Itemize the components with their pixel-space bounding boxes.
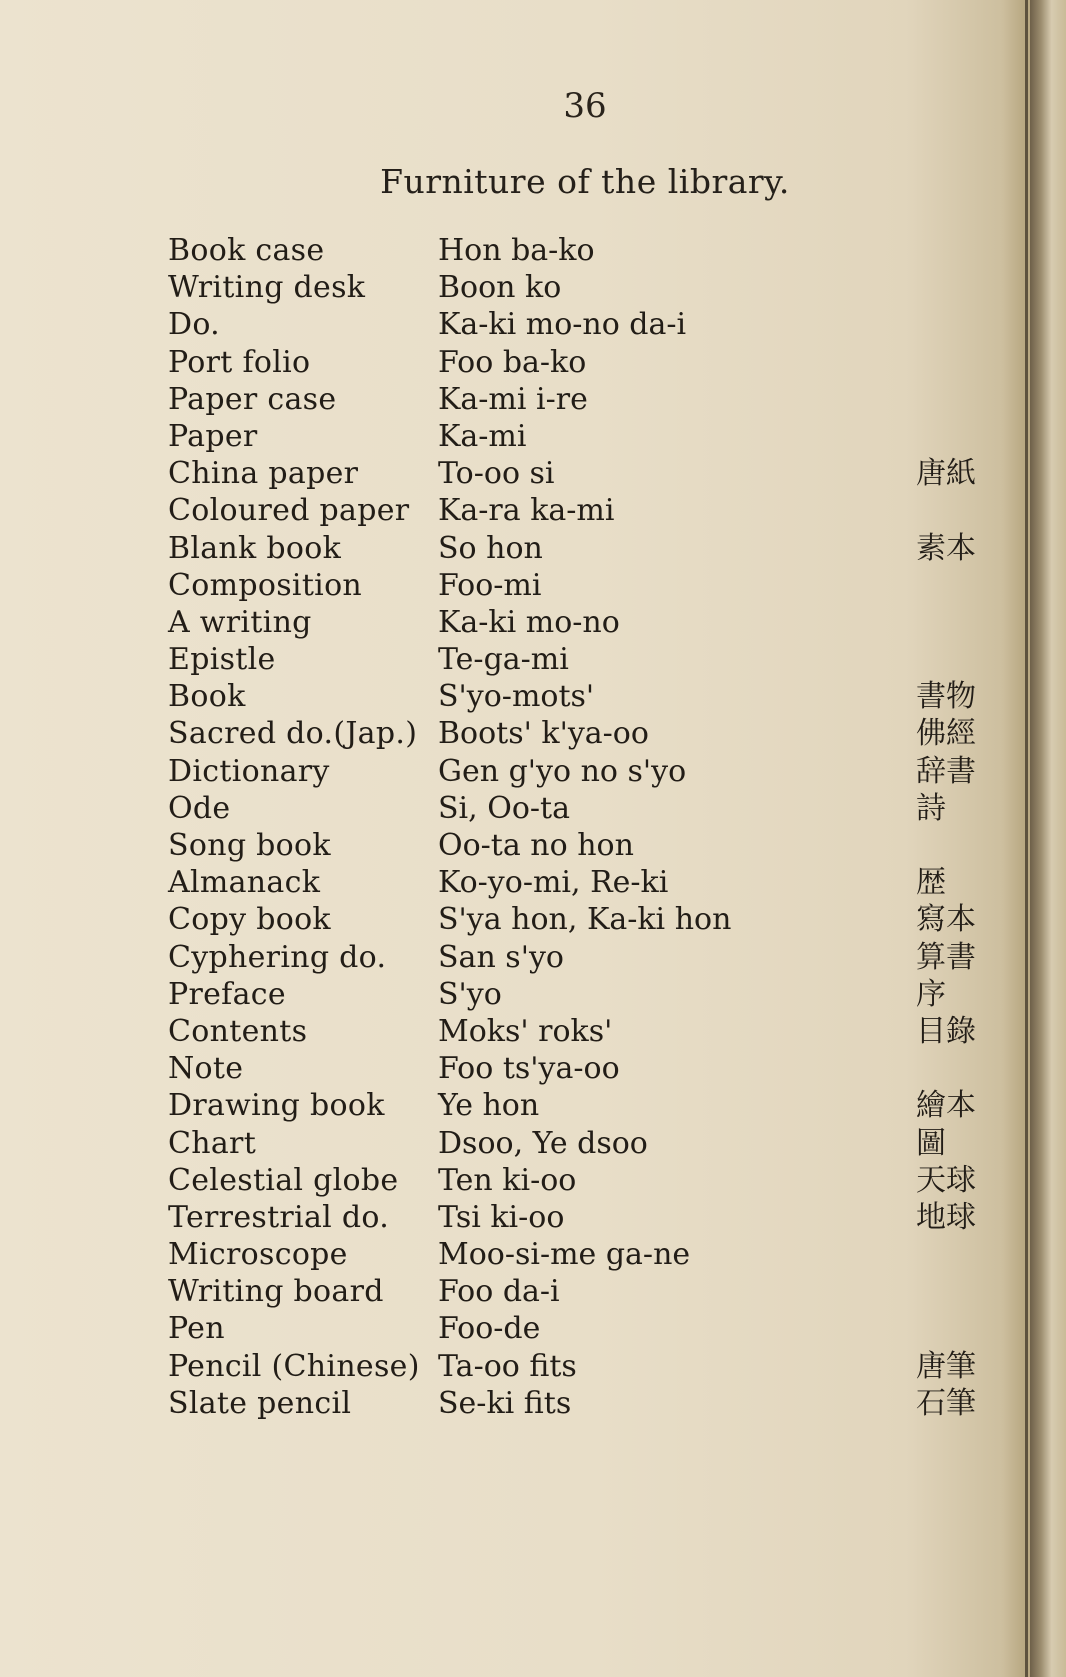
- english-term: Sacred do.(Jap.): [168, 716, 418, 752]
- list-item: [168, 492, 1018, 529]
- list-item: [168, 976, 1018, 1013]
- japanese-reading: Foo da-i: [438, 1274, 560, 1310]
- page-gutter-line: [1025, 0, 1028, 1677]
- kanji-form: 歴: [916, 865, 946, 901]
- list-item: [168, 306, 1018, 343]
- english-term: Coloured paper: [168, 493, 410, 529]
- book-spine: [1030, 0, 1066, 1677]
- section-heading: Furniture of the library.: [380, 162, 790, 201]
- english-term: Copy book: [168, 902, 331, 938]
- english-term: Epistle: [168, 642, 276, 678]
- english-term: Book: [168, 679, 246, 715]
- japanese-reading: S'yo: [438, 976, 502, 1012]
- english-term: Note: [168, 1051, 244, 1087]
- english-term: Chart: [168, 1125, 257, 1161]
- list-item: [168, 455, 1018, 492]
- list-item: [168, 1348, 1018, 1385]
- japanese-reading: Tsi ki-oo: [438, 1199, 565, 1235]
- japanese-reading: Moks' roks': [438, 1013, 613, 1049]
- english-term: Paper: [168, 418, 258, 454]
- japanese-reading: Te-ga-mi: [438, 642, 569, 678]
- list-item: [168, 604, 1018, 641]
- japanese-reading: Oo-ta no hon: [438, 828, 634, 863]
- japanese-reading: Foo ba-ko: [438, 344, 587, 380]
- english-term: Cyphering do.: [168, 939, 387, 975]
- list-item: [168, 1236, 1018, 1273]
- kanji-form: 佛經: [916, 716, 976, 752]
- kanji-form: 寫本: [916, 902, 976, 938]
- list-item: [168, 232, 1018, 269]
- japanese-reading: Ta-oo fits: [438, 1348, 577, 1384]
- english-term: Drawing book: [168, 1088, 385, 1124]
- kanji-form: 書物: [916, 679, 976, 715]
- english-term: Paper case: [168, 381, 337, 417]
- japanese-reading: San s'yo: [438, 939, 564, 975]
- list-item: [168, 753, 1018, 790]
- japanese-reading: Hon ba-ko: [438, 233, 595, 268]
- japanese-reading: Foo ts'ya-oo: [438, 1051, 620, 1087]
- list-item: [168, 939, 1018, 976]
- kanji-form: 地球: [916, 1199, 976, 1235]
- list-item: [168, 678, 1018, 715]
- english-term: Pen: [168, 1311, 225, 1347]
- list-item: [168, 827, 1018, 864]
- english-term: Composition: [168, 567, 363, 603]
- list-item: [168, 344, 1018, 381]
- kanji-form: 算書: [916, 939, 976, 975]
- kanji-form: 繪本: [916, 1088, 976, 1124]
- japanese-reading: Ye hon: [438, 1088, 540, 1124]
- list-item: [168, 864, 1018, 901]
- list-item: [168, 715, 1018, 752]
- kanji-form: 唐筆: [916, 1348, 976, 1384]
- list-item: [168, 381, 1018, 418]
- english-term: Port folio: [168, 344, 311, 380]
- japanese-reading: Ka-ki mo-no da-i: [438, 307, 687, 343]
- english-term: Slate pencil: [168, 1385, 352, 1421]
- english-term: Blank book: [168, 530, 342, 566]
- english-term: Almanack: [168, 865, 321, 901]
- english-term: China paper: [168, 456, 359, 492]
- english-term: Contents: [168, 1013, 308, 1049]
- japanese-reading: Foo-de: [438, 1311, 541, 1347]
- english-term: Book case: [168, 233, 325, 268]
- kanji-form: 唐紙: [916, 456, 976, 492]
- list-item: [168, 1385, 1018, 1422]
- english-term: Microscope: [168, 1237, 348, 1273]
- kanji-form: 天球: [916, 1162, 976, 1198]
- english-term: Writing board: [168, 1274, 384, 1310]
- english-term: Preface: [168, 976, 286, 1012]
- japanese-reading: Boon ko: [438, 270, 562, 306]
- japanese-reading: Dsoo, Ye dsoo: [438, 1125, 648, 1161]
- english-term: Pencil (Chinese): [168, 1348, 420, 1384]
- english-term: Song book: [168, 828, 331, 863]
- kanji-form: 目錄: [916, 1013, 976, 1049]
- english-term: Writing desk: [168, 270, 366, 306]
- list-item: [168, 790, 1018, 827]
- japanese-reading: Moo-si-me ga-ne: [438, 1237, 691, 1273]
- japanese-reading: Gen g'yo no s'yo: [438, 753, 687, 789]
- list-item: [168, 641, 1018, 678]
- japanese-reading: To-oo si: [438, 456, 555, 492]
- japanese-reading: So hon: [438, 530, 543, 566]
- list-item: [168, 530, 1018, 567]
- list-item: [168, 901, 1018, 938]
- kanji-form: 石筆: [916, 1385, 976, 1421]
- english-term: Ode: [168, 790, 231, 826]
- list-item: [168, 567, 1018, 604]
- list-item: [168, 418, 1018, 455]
- japanese-reading: S'ya hon, Ka-ki hon: [438, 902, 732, 938]
- japanese-reading: Ka-mi: [438, 418, 527, 454]
- list-item: [168, 1310, 1018, 1347]
- english-term: Celestial globe: [168, 1162, 399, 1198]
- japanese-reading: Se-ki fits: [438, 1385, 572, 1421]
- english-term: Terrestrial do.: [168, 1199, 390, 1235]
- japanese-reading: Si, Oo-ta: [438, 790, 570, 826]
- english-term: Dictionary: [168, 753, 330, 789]
- japanese-reading: Ka-ra ka-mi: [438, 493, 615, 529]
- japanese-reading: S'yo-mots': [438, 679, 595, 715]
- japanese-reading: Foo-mi: [438, 567, 542, 603]
- list-item: [168, 1273, 1018, 1310]
- list-item: [168, 1162, 1018, 1199]
- list-item: [168, 1050, 1018, 1087]
- japanese-reading: Boots' k'ya-oo: [438, 716, 649, 752]
- list-item: [168, 1087, 1018, 1124]
- kanji-form: 素本: [916, 530, 976, 566]
- kanji-form: 圖: [916, 1125, 946, 1161]
- english-term: Do.: [168, 307, 221, 343]
- list-item: [168, 269, 1018, 306]
- japanese-reading: Ka-ki mo-no: [438, 604, 620, 640]
- list-item: [168, 1125, 1018, 1162]
- kanji-form: 辞書: [916, 753, 976, 789]
- japanese-reading: Ka-mi i-re: [438, 381, 588, 417]
- page-number: 36: [563, 86, 607, 126]
- vocabulary-list: [168, 232, 1018, 1422]
- list-item: [168, 1199, 1018, 1236]
- kanji-form: 詩: [916, 790, 946, 826]
- japanese-reading: Ko-yo-mi, Re-ki: [438, 865, 669, 901]
- japanese-reading: Ten ki-oo: [438, 1162, 577, 1198]
- list-item: [168, 1013, 1018, 1050]
- english-term: A writing: [168, 604, 312, 640]
- kanji-form: 序: [916, 976, 946, 1012]
